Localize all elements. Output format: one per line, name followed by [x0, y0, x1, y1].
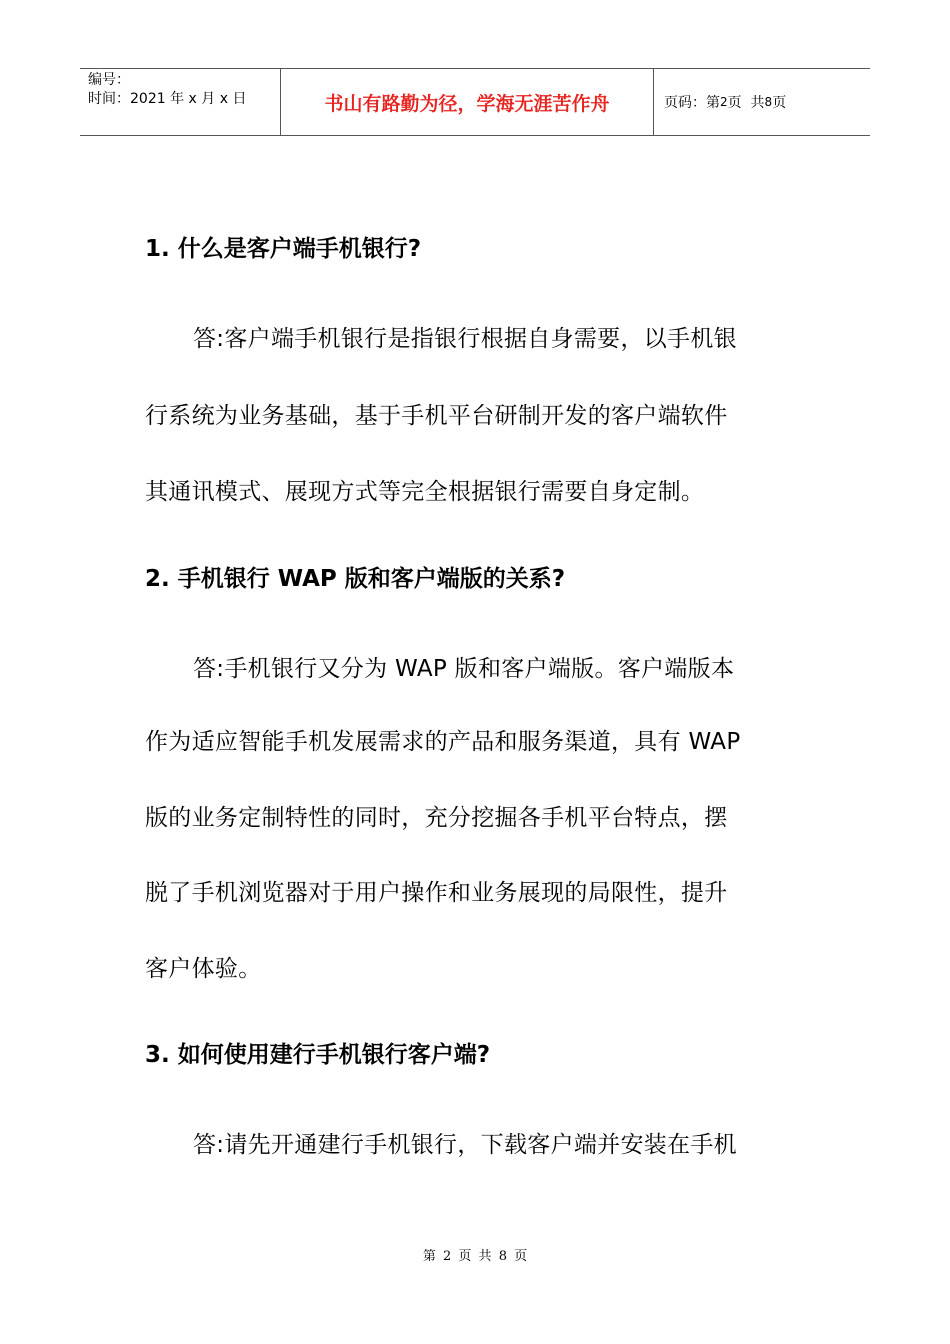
answer-2-line-1: 答:手机银行又分为 WAP 版和客户端版。客户端版本: [193, 656, 735, 682]
answer-2-line-5: 客户体验。: [145, 956, 262, 982]
question-1: 1. 什么是客户端手机银行?: [145, 236, 422, 262]
date-line: 时间：2021 年 x 月 x 日: [88, 91, 247, 107]
page-end: 页: [772, 95, 787, 111]
question-3: 3. 如何使用建行手机银行客户端?: [145, 1042, 491, 1068]
answer-1-line-3: 其通讯模式、展现方式等完全根据银行需要自身定制。: [145, 479, 705, 505]
page-total: 8: [764, 95, 773, 109]
header-page-number: [654, 69, 870, 135]
question-2: 2. 手机银行 WAP 版和客户端版的关系?: [145, 566, 566, 592]
answer-3-line-1: 答:请先开通建行手机银行，下载客户端并安装在手机: [193, 1132, 737, 1158]
answer-2-line-2: 作为适应智能手机发展需求的产品和服务渠道，具有 WAP: [145, 729, 741, 755]
number-label: 编号：: [88, 72, 130, 88]
page-current: 2: [720, 95, 728, 109]
answer-1-line-2: 行系统为业务基础，基于手机平台研制开发的客户端软件: [145, 403, 728, 429]
page-footer: 第 2 页 共 8 页: [422, 1249, 528, 1264]
page-mid: 页 共: [727, 95, 765, 111]
page-header: [80, 68, 870, 136]
answer-2-line-3: 版的业务定制特性的同时，充分挖掘各手机平台特点，摆: [145, 805, 728, 831]
answer-2-line-4: 脱了手机浏览器对于用户操作和业务展现的局限性，提升: [145, 880, 728, 906]
page-label: 页码：第: [664, 95, 720, 111]
header-motto: 书山有路勤为径，学海无涯苦作舟: [280, 69, 654, 135]
header-meta: [80, 69, 280, 135]
answer-1-line-1: 答:客户端手机银行是指银行根据自身需要，以手机银: [193, 326, 737, 352]
